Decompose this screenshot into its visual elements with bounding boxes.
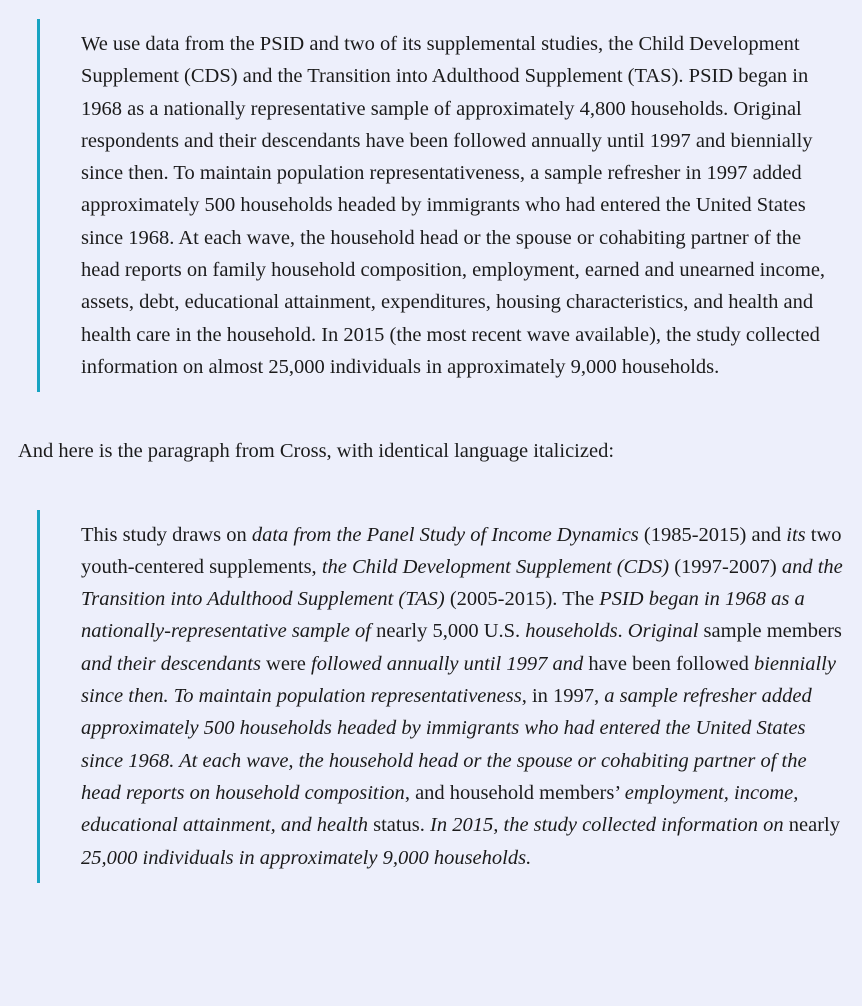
blockquote-cross-text: This study draws on data from the Panel Study of Income Dynamics (1985-2015) and its two youth-centered supplements, the Child Development Supplement (CDS) (1997-2007) and the Transition into Adulthood Supplement (TAS) (2005-2015). The PSID began in 1968 as a nationally-representative sample of nearly 5,000 U.S. households. Original sample members and their descendants were followed annually until 1997 and have been followed biennially since then. To maintain population representativeness, in 1997, a sample refresher added approximately 500 households headed by immigrants who had entered the United States since 1968. At each wave, the household head or the spouse or cohabiting partner of the head reports on household composition, and household members’ employment, income, educational attainment, and health status. In 2015, the study collected information on nearly 25,000 individuals in approximately 9,000 households.	[81, 523, 843, 869]
intro-cross-paragraph: And here is the paragraph from Cross, with identical language italicized:	[18, 440, 615, 463]
blockquote-original-text: We use data from the PSID and two of its supplemental studies, the Child Development Supplement (CDS) and the Transition into Adulthood Supplement (TAS). PSID began in 1968 as a nationally representative sample of approximately 4,800 households. Original respondents and their descendants have been followed annually until 1997 and biennially since then. To maintain population representativeness, a sample refresher in 1997 added approximately 500 households headed by immigrants who had entered the United States since 1968. At each wave, the household head or the spouse or cohabiting partner of the head reports on family household composition, employment, earned and unearned income, assets, debt, educational attainment, expenditures, housing characteristics, and health and health care in the household. In 2015 (the most recent wave available), the study collected information on almost 25,000 individuals in approximately 9,000 households.	[81, 33, 826, 378]
blockquote-cross-psid	[37, 510, 843, 883]
blockquote-original-psid	[37, 19, 843, 392]
